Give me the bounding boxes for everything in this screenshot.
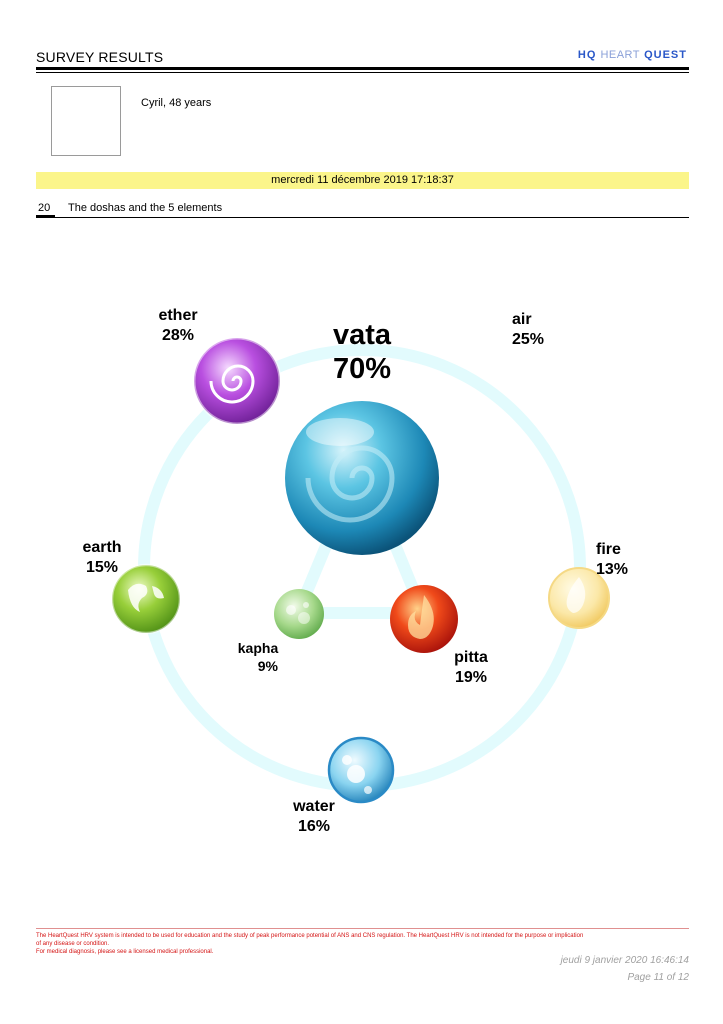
fire-percent: 13% <box>596 561 629 578</box>
kapha-label <box>228 639 288 675</box>
session-date-bar: mercredi 11 décembre 2019 17:18:37 <box>36 172 689 189</box>
pitta-name: pitta <box>454 649 488 666</box>
kapha-name: kapha <box>237 640 279 656</box>
kapha-icon <box>274 589 324 639</box>
logo-part-hq: HQ <box>577 49 597 61</box>
air-label <box>512 310 562 350</box>
disclaimer-line-2: of any disease or condition. <box>36 941 110 947</box>
logo-part-quest: QUEST <box>644 49 687 61</box>
pitta-percent: 19% <box>454 669 488 686</box>
print-date: jeudi 9 janvier 2020 16:46:14 <box>560 955 689 966</box>
vata-name: vata <box>332 319 392 351</box>
fire-name: fire <box>596 541 621 558</box>
water-icon <box>329 738 393 802</box>
water-name: water <box>293 798 335 815</box>
fire-label <box>596 540 646 580</box>
earth-name: earth <box>82 539 122 556</box>
earth-percent: 15% <box>85 559 119 576</box>
pitta-label <box>446 648 496 688</box>
earth-label <box>72 538 132 578</box>
ether-percent: 28% <box>161 327 195 344</box>
vata-label <box>310 318 414 386</box>
disclaimer-line-1: The HeartQuest HRV system is intended to be used for education and the study of peak performance potential of ANS and CNS regulation. The HeartQuest HRV is not intended for the purpose or implication <box>36 933 584 939</box>
patient-info: Cyril, 48 years <box>141 97 212 109</box>
water-percent: 16% <box>297 818 331 835</box>
air-percent: 25% <box>512 331 545 348</box>
vata-icon <box>285 401 439 555</box>
ether-label <box>146 306 210 346</box>
vata-percent: 70% <box>332 353 392 385</box>
ether-icon <box>194 338 280 424</box>
pitta-icon <box>390 585 458 653</box>
disclaimer-line-3: For medical diagnosis, please see a licensed medical professional. <box>36 949 214 955</box>
ether-name: ether <box>158 307 198 324</box>
section-number: 20 <box>38 202 51 214</box>
page-title: SURVEY RESULTS <box>36 49 164 65</box>
water-label <box>282 797 346 837</box>
section-title: The doshas and the 5 elements <box>68 202 223 214</box>
logo-part-heart: HEART <box>600 49 641 61</box>
air-name: air <box>512 311 532 328</box>
page-number: Page 11 of 12 <box>627 972 689 983</box>
medical-disclaimer <box>36 928 689 956</box>
kapha-percent: 9% <box>257 658 278 674</box>
